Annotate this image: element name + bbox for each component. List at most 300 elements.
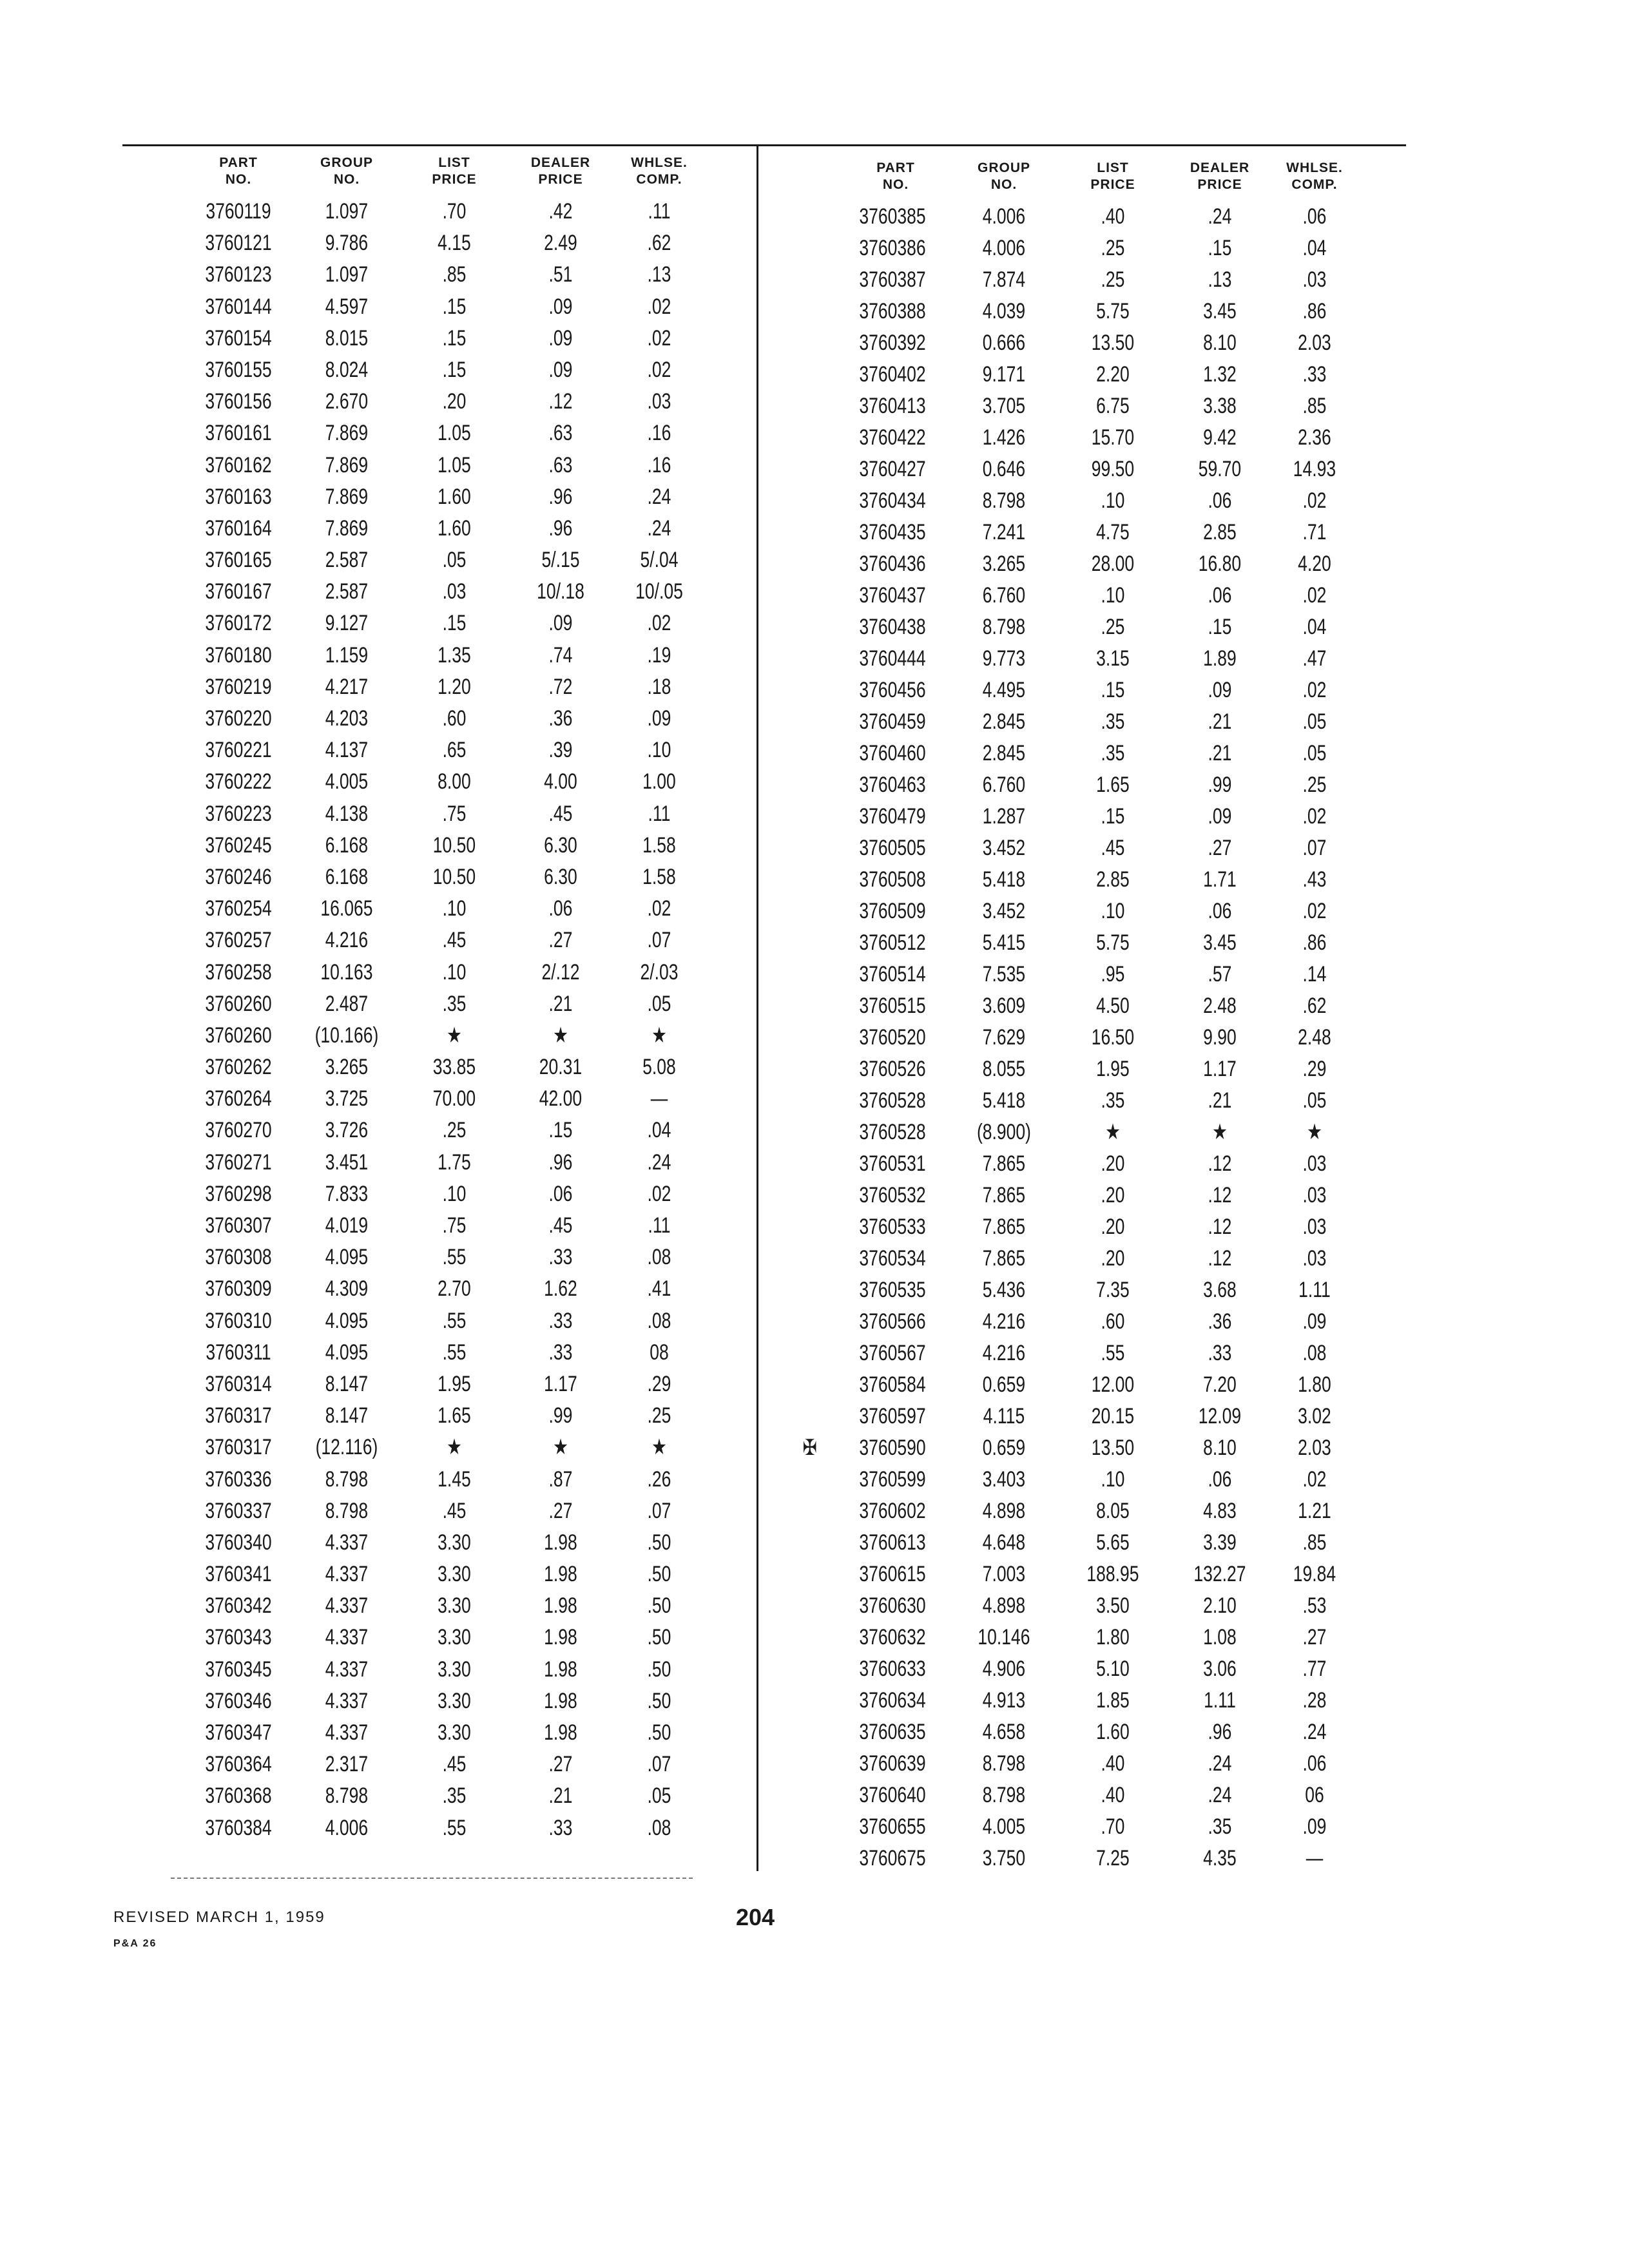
list-price-cell: 5.10 [1096, 1657, 1130, 1681]
part-no-cell: 3760222 [205, 769, 272, 794]
whlse-comp-cell: .02 [647, 611, 671, 636]
table-row [174, 988, 677, 1020]
dealer-price-cell: 1.17 [544, 1371, 577, 1396]
group-no-cell: 5.418 [982, 867, 1026, 892]
group-no-cell: 4.898 [982, 1593, 1026, 1618]
group-no-cell: 7.865 [982, 1215, 1026, 1239]
whlse-comp-cell: .02 [647, 1181, 671, 1206]
whlse-comp-cell: .50 [647, 1530, 671, 1555]
part-no-cell: 3760144 [205, 294, 272, 319]
whlse-comp-cell: .02 [647, 357, 671, 382]
list-price-cell: 3.30 [438, 1530, 471, 1555]
table-row [825, 611, 1327, 643]
part-no-cell: 3760336 [205, 1466, 272, 1492]
dealer-price-cell: .57 [1208, 962, 1232, 986]
list-price-cell: .20 [1101, 1246, 1125, 1271]
dealer-price-cell: .12 [1208, 1215, 1232, 1239]
whlse-comp-cell: .85 [1302, 394, 1327, 418]
list-price-cell: 7.25 [1096, 1846, 1130, 1870]
list-price-cell: .95 [1101, 962, 1125, 986]
list-price-cell: 3.30 [438, 1625, 471, 1650]
list-price-cell: 3.50 [1096, 1593, 1130, 1618]
list-price-cell: .60 [1101, 1309, 1125, 1334]
left-price-table [174, 155, 818, 1844]
table-row [825, 769, 1327, 801]
part-no-cell: 3760532 [859, 1183, 926, 1207]
whlse-comp-cell: .04 [1302, 615, 1327, 639]
part-no-cell: 3760317 [205, 1435, 272, 1460]
table-row [174, 576, 683, 608]
dealer-price-cell: .27 [548, 1498, 573, 1523]
whlse-comp-cell: .03 [1302, 1215, 1327, 1239]
whlse-comp-cell: .02 [1302, 583, 1327, 608]
table-row [825, 233, 1327, 264]
whlse-comp-cell: 2/.03 [640, 959, 679, 985]
whlse-comp-cell: .08 [1302, 1341, 1327, 1365]
table-row [174, 386, 677, 418]
part-no-cell: 3760566 [859, 1309, 926, 1334]
whlse-comp-cell: .26 [647, 1466, 671, 1492]
list-price-cell: 1.95 [438, 1371, 471, 1396]
dealer-price-cell: .21 [1208, 1088, 1232, 1113]
part-no-cell: 3760180 [205, 642, 272, 668]
dealer-price-cell: .99 [548, 1403, 573, 1428]
whlse-comp-cell: .08 [647, 1308, 671, 1333]
group-no-cell: 2.845 [982, 709, 1026, 734]
group-no-cell: 4.203 [325, 706, 369, 731]
table-row [174, 640, 677, 671]
table-row [174, 957, 677, 988]
table-row [825, 580, 1327, 611]
part-no-cell: 3760154 [205, 325, 272, 351]
group-no-cell: 8.055 [982, 1057, 1026, 1081]
dealer-price-cell: .09 [1208, 804, 1232, 829]
header-whlse-comp: WHLSE. COMP. [631, 155, 688, 187]
group-no-cell: 1.426 [982, 425, 1026, 450]
part-no-cell: 3760161 [205, 421, 272, 446]
dealer-price-cell: .09 [548, 611, 573, 636]
whlse-comp-cell: .86 [1302, 299, 1327, 323]
table-row [174, 544, 677, 576]
part-no-cell: 3760317 [205, 1403, 272, 1428]
whlse-comp-cell: .47 [1302, 646, 1327, 671]
whlse-comp-cell: .02 [1302, 899, 1327, 923]
whlse-comp-cell: ★ [651, 1435, 667, 1460]
dealer-price-cell: 1.98 [544, 1720, 577, 1745]
part-no-cell: 3760526 [859, 1057, 926, 1081]
whlse-comp-cell: 1.58 [642, 832, 676, 858]
whlse-comp-cell: .24 [1302, 1720, 1327, 1744]
table-row [174, 1749, 677, 1780]
group-no-cell: 4.337 [325, 1720, 369, 1745]
group-no-cell: 3.265 [982, 552, 1026, 576]
part-no-cell: 3760307 [205, 1213, 272, 1238]
dealer-price-cell: ★ [553, 1023, 568, 1048]
table-row [825, 675, 1327, 706]
whlse-comp-cell: .29 [1302, 1057, 1327, 1081]
group-no-cell: 2.670 [325, 389, 369, 414]
left-table-header [174, 155, 818, 196]
group-no-cell: 0.666 [982, 331, 1026, 355]
dealer-price-cell: 1.98 [544, 1562, 577, 1587]
part-no-cell: 3760630 [859, 1593, 926, 1618]
group-no-cell: 4.137 [325, 738, 369, 763]
table-row [174, 1590, 677, 1622]
left-table-rows [174, 196, 818, 1844]
list-price-cell: .45 [442, 1752, 467, 1777]
maltese-cross-icon: ✠ [802, 1436, 817, 1460]
part-no-cell: 3760515 [859, 994, 926, 1018]
dealer-price-cell: .09 [548, 325, 573, 351]
table-row [825, 454, 1336, 485]
group-no-cell: 4.095 [325, 1245, 369, 1270]
list-price-cell: .10 [442, 896, 467, 921]
whlse-comp-cell: .05 [1302, 741, 1327, 765]
table-row [174, 1210, 677, 1242]
group-no-cell: 2.317 [325, 1752, 369, 1777]
dealer-price-cell: 5/.15 [541, 548, 580, 573]
dealer-price-cell: .45 [548, 801, 573, 826]
list-price-cell: 5.65 [1096, 1530, 1130, 1555]
whlse-comp-cell: .11 [648, 1213, 671, 1238]
whlse-comp-cell: .09 [1302, 1814, 1327, 1839]
group-no-cell: 1.097 [325, 199, 369, 224]
dealer-price-cell: .15 [548, 1118, 573, 1143]
part-no-cell: 3760342 [205, 1593, 272, 1619]
group-no-cell: 4.597 [325, 294, 369, 319]
page-number: 204 [736, 1904, 775, 1930]
whlse-comp-cell: .04 [1302, 236, 1327, 260]
part-no-cell: 3760479 [859, 804, 926, 829]
part-no-cell: 3760345 [205, 1657, 272, 1682]
list-price-cell: .35 [1101, 1088, 1125, 1113]
dealer-price-cell: .63 [548, 421, 573, 446]
group-no-cell: 4.906 [982, 1657, 1026, 1681]
part-no-cell: 3760640 [859, 1783, 926, 1807]
part-no-cell: 3760270 [205, 1118, 272, 1143]
dealer-price-cell: .06 [1208, 1467, 1232, 1492]
dealer-price-cell: .39 [548, 738, 573, 763]
whlse-comp-cell: .50 [647, 1720, 671, 1745]
part-no-cell: 3760341 [205, 1562, 272, 1587]
part-no-cell: 3760634 [859, 1688, 926, 1713]
list-price-cell: 15.70 [1091, 425, 1135, 450]
table-row [825, 1622, 1327, 1653]
list-price-cell: 3.30 [438, 1657, 471, 1682]
dealer-price-cell: .15 [1208, 236, 1232, 260]
list-price-cell: .15 [442, 611, 467, 636]
whlse-comp-cell: .07 [647, 928, 671, 953]
group-no-cell: 2.487 [325, 991, 369, 1016]
group-no-cell: 4.898 [982, 1499, 1026, 1523]
whlse-comp-cell: .03 [1302, 267, 1327, 292]
part-no-cell: 3760597 [859, 1404, 926, 1428]
table-row [174, 227, 677, 259]
part-no-cell: 3760254 [205, 896, 272, 921]
table-row [174, 735, 677, 766]
dealer-price-cell: 1.98 [544, 1625, 577, 1650]
dealer-price-cell: .12 [1208, 1183, 1232, 1207]
list-price-cell: 20.15 [1091, 1404, 1135, 1428]
group-no-cell: 6.760 [982, 583, 1026, 608]
whlse-comp-cell: .02 [647, 325, 671, 351]
table-row [825, 1117, 1327, 1148]
part-no-cell: 3760163 [205, 484, 272, 509]
whlse-comp-cell: .13 [647, 262, 671, 287]
whlse-comp-cell: 5/.04 [640, 548, 679, 573]
dealer-price-cell: 1.32 [1203, 362, 1237, 387]
list-price-cell: 16.50 [1091, 1025, 1135, 1050]
table-row [174, 830, 677, 861]
part-no-cell: 3760340 [205, 1530, 272, 1555]
group-no-cell: 10.163 [320, 959, 373, 985]
list-price-cell: 1.65 [1096, 773, 1130, 797]
table-row [174, 1052, 677, 1083]
list-price-cell: 4.15 [438, 231, 471, 256]
part-no-cell: 3760364 [205, 1752, 272, 1777]
dealer-price-cell: 2/.12 [541, 959, 580, 985]
group-no-cell: 7.629 [982, 1025, 1026, 1050]
table-row [174, 418, 677, 449]
table-row [174, 291, 677, 323]
header-part-no: PART NO. [219, 155, 258, 187]
group-no-cell: 4.658 [982, 1720, 1026, 1744]
part-no-cell: 3760260 [205, 991, 272, 1016]
dealer-price-cell: .45 [548, 1213, 573, 1238]
dealer-price-cell: 42.00 [539, 1086, 583, 1111]
dealer-price-cell: 1.71 [1203, 867, 1237, 892]
list-price-cell: .70 [1101, 1814, 1125, 1839]
group-no-cell: 8.798 [982, 1751, 1026, 1776]
table-row [825, 1843, 1327, 1874]
list-price-cell: 1.35 [438, 642, 471, 668]
dealer-price-cell: .09 [548, 294, 573, 319]
table-row [825, 390, 1327, 422]
table-row [825, 643, 1327, 675]
part-no-cell: 3760534 [859, 1246, 926, 1271]
list-price-cell: 10.50 [432, 832, 476, 858]
table-row [174, 481, 677, 513]
dealer-price-cell: 59.70 [1198, 457, 1242, 481]
list-price-cell: .25 [1101, 267, 1125, 292]
table-row [825, 1685, 1327, 1716]
whlse-comp-cell: 14.93 [1293, 457, 1336, 481]
whlse-comp-cell: .50 [647, 1593, 671, 1619]
whlse-comp-cell: .02 [1302, 678, 1327, 702]
list-price-cell: .25 [1101, 236, 1125, 260]
group-no-cell: 4.913 [982, 1688, 1026, 1713]
dealer-price-cell: .12 [548, 389, 573, 414]
dealer-price-cell: .27 [548, 1752, 573, 1777]
list-price-cell: 1.85 [1096, 1688, 1130, 1713]
dealer-price-cell: 4.83 [1203, 1499, 1237, 1523]
group-no-cell: 3.452 [982, 899, 1026, 923]
dealer-price-cell: 3.06 [1203, 1657, 1237, 1681]
part-no-cell: 3760514 [859, 962, 926, 986]
group-no-cell: 7.003 [982, 1562, 1026, 1586]
dealer-price-cell: 1.98 [544, 1530, 577, 1555]
part-no-cell: 3760385 [859, 204, 926, 229]
dealer-price-cell: .96 [548, 1149, 573, 1175]
table-row [825, 1180, 1327, 1211]
dealer-price-cell: .09 [1208, 678, 1232, 702]
table-row [174, 1242, 677, 1273]
part-no-cell: 3760162 [205, 452, 272, 477]
part-no-cell: 3760508 [859, 867, 926, 892]
list-price-cell: .10 [442, 1181, 467, 1206]
right-table-rows [802, 201, 1469, 1874]
group-no-cell: 3.609 [982, 994, 1026, 1018]
dealer-price-cell: .72 [548, 674, 573, 699]
group-no-cell: 3.451 [325, 1149, 369, 1175]
part-no-cell: 3760599 [859, 1467, 926, 1492]
table-row [825, 1053, 1327, 1085]
part-no-cell: 3760387 [859, 267, 926, 292]
list-price-cell: .35 [442, 991, 467, 1016]
dealer-price-cell: 1.98 [544, 1688, 577, 1713]
group-no-cell: 8.147 [325, 1371, 369, 1396]
table-row [174, 1147, 677, 1178]
table-row [825, 422, 1331, 454]
part-no-cell: 3760520 [859, 1025, 926, 1050]
dealer-price-cell: 3.38 [1203, 394, 1237, 418]
table-row [174, 1083, 677, 1115]
list-price-cell: .45 [442, 1498, 467, 1523]
group-no-cell: (8.900) [976, 1120, 1032, 1144]
whlse-comp-cell: .03 [1302, 1246, 1327, 1271]
whlse-comp-cell: 1.11 [1298, 1278, 1331, 1302]
list-price-cell: .40 [1101, 1783, 1125, 1807]
part-no-cell: 3760602 [859, 1499, 926, 1523]
dealer-price-cell: .06 [548, 896, 573, 921]
part-no-cell: 3760436 [859, 552, 926, 576]
dealer-price-cell: .12 [1208, 1246, 1232, 1271]
whlse-comp-cell: .25 [647, 1403, 671, 1428]
dealer-price-cell: .36 [548, 706, 573, 731]
dealer-price-cell: .96 [1208, 1720, 1232, 1744]
group-no-cell: 0.646 [982, 457, 1026, 481]
whlse-comp-cell: 3.02 [1298, 1404, 1331, 1428]
whlse-comp-cell: 1.00 [642, 769, 676, 794]
list-price-cell: .20 [442, 389, 467, 414]
list-price-cell: 7.35 [1096, 1278, 1130, 1302]
table-row [174, 354, 677, 386]
dealer-price-cell: ★ [1212, 1120, 1228, 1144]
whlse-comp-cell: .10 [647, 738, 671, 763]
group-no-cell: 4.337 [325, 1625, 369, 1650]
group-no-cell: 4.005 [325, 769, 369, 794]
whlse-comp-cell: .03 [647, 389, 671, 414]
dealer-price-cell: .87 [548, 1466, 573, 1492]
whlse-comp-cell: 2.03 [1298, 1436, 1331, 1460]
table-row [825, 1748, 1327, 1780]
list-price-cell: .35 [1101, 709, 1125, 734]
group-no-cell: 3.403 [982, 1467, 1026, 1492]
list-price-cell: .15 [1101, 804, 1125, 829]
whlse-comp-cell: .07 [647, 1752, 671, 1777]
list-price-cell: .25 [1101, 615, 1125, 639]
whlse-comp-cell: .09 [1302, 1309, 1327, 1334]
dealer-price-cell: 3.39 [1203, 1530, 1237, 1555]
group-no-cell: 8.015 [325, 325, 369, 351]
table-row [174, 1686, 677, 1717]
dealer-price-cell: .74 [548, 642, 573, 668]
header-whlse-comp: WHLSE. COMP. [1286, 160, 1343, 192]
group-no-cell: 16.065 [320, 896, 373, 921]
list-price-cell: .10 [1101, 899, 1125, 923]
table-row [825, 517, 1327, 548]
list-price-cell: .70 [442, 199, 467, 224]
whlse-comp-cell: .28 [1302, 1688, 1327, 1713]
group-no-cell: 4.095 [325, 1308, 369, 1333]
list-price-cell: 1.20 [438, 674, 471, 699]
list-price-cell: 1.60 [438, 515, 471, 541]
table-row [825, 832, 1327, 864]
whlse-comp-cell: .07 [1302, 836, 1327, 860]
group-no-cell: (12.116) [315, 1435, 378, 1460]
list-price-cell: 6.75 [1096, 394, 1130, 418]
part-no-cell: 3760434 [859, 488, 926, 513]
group-no-cell: 0.659 [982, 1436, 1026, 1460]
whlse-comp-cell: .50 [647, 1562, 671, 1587]
table-row [174, 1780, 677, 1812]
part-no-cell: 3760298 [205, 1181, 272, 1206]
table-row [174, 703, 677, 735]
list-price-cell: 2.70 [438, 1276, 471, 1302]
dealer-price-cell: .06 [1208, 899, 1232, 923]
whlse-comp-cell: .05 [1302, 709, 1327, 734]
table-row [174, 196, 677, 227]
whlse-comp-cell: .62 [647, 231, 671, 256]
dealer-price-cell: 8.10 [1203, 331, 1237, 355]
group-no-cell: 1.097 [325, 262, 369, 287]
whlse-comp-cell: .07 [647, 1498, 671, 1523]
whlse-comp-cell: .41 [647, 1276, 671, 1302]
dealer-price-cell: .24 [1208, 1751, 1232, 1776]
table-row [825, 1590, 1327, 1622]
whlse-comp-cell: .09 [647, 706, 671, 731]
part-no-cell: 3760172 [205, 611, 272, 636]
part-no-cell: 3760533 [859, 1215, 926, 1239]
dealer-price-cell: 3.45 [1203, 299, 1237, 323]
table-row [174, 1115, 677, 1146]
table-row [825, 548, 1331, 580]
dealer-price-cell: .35 [1208, 1814, 1232, 1839]
whlse-comp-cell: .62 [1302, 994, 1327, 1018]
group-no-cell: 4.006 [982, 236, 1026, 260]
list-price-cell: ★ [447, 1023, 462, 1048]
dealer-price-cell: .99 [1208, 773, 1232, 797]
dealer-price-cell: 8.10 [1203, 1436, 1237, 1460]
whlse-comp-cell: .02 [647, 294, 671, 319]
table-row [825, 1211, 1327, 1243]
dealer-price-cell: 9.90 [1203, 1025, 1237, 1050]
table-row [174, 1273, 677, 1305]
list-price-cell: 10.50 [432, 864, 476, 889]
group-no-cell: 4.309 [325, 1276, 369, 1302]
whlse-comp-cell: 5.08 [642, 1055, 676, 1080]
list-price-cell: .25 [442, 1118, 467, 1143]
table-row [825, 1401, 1331, 1432]
list-price-cell: .40 [1101, 1751, 1125, 1776]
list-price-cell: 70.00 [432, 1086, 476, 1111]
part-no-cell: 3760346 [205, 1688, 272, 1713]
list-price-cell: 2.20 [1096, 362, 1130, 387]
whlse-comp-cell: .08 [647, 1245, 671, 1270]
dealer-price-cell: .09 [548, 357, 573, 382]
dealer-price-cell: 16.80 [1198, 552, 1242, 576]
whlse-comp-cell: .43 [1302, 867, 1327, 892]
